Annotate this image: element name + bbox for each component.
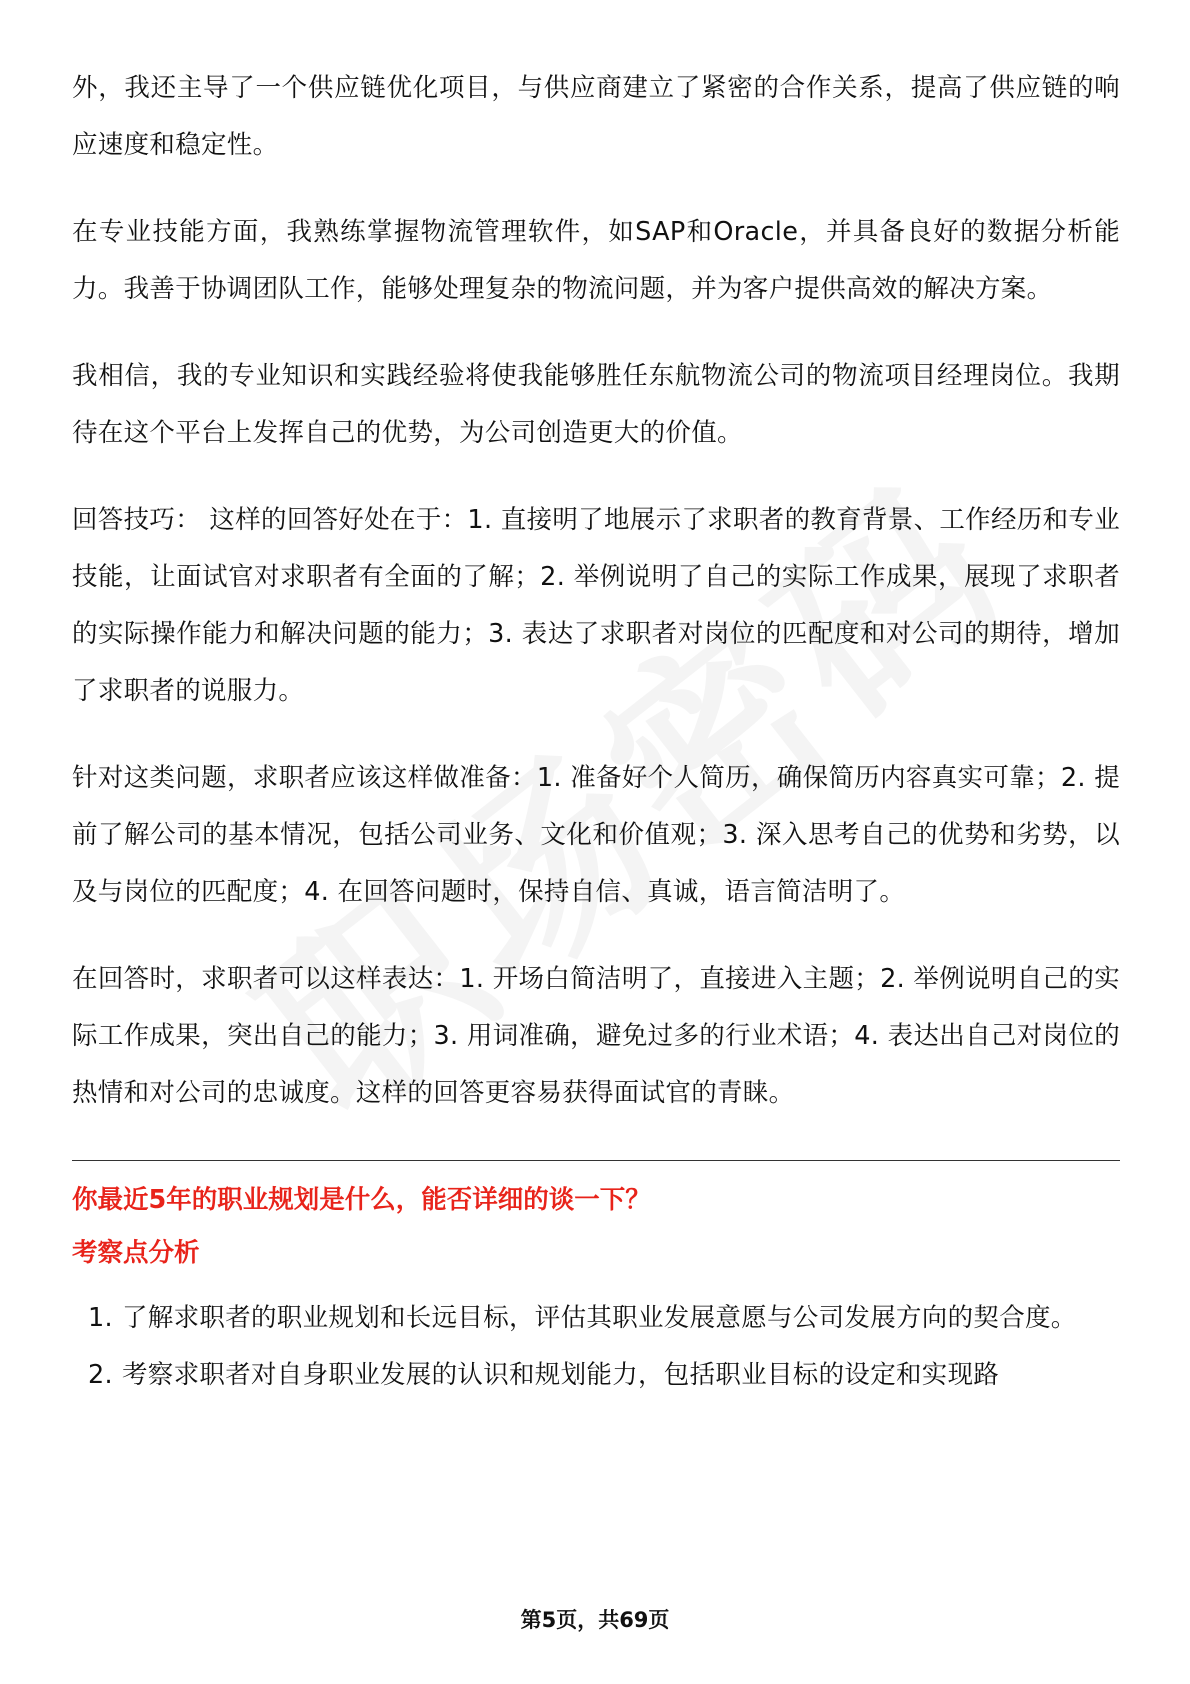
- paragraph-expression: 在回答时，求职者可以这样表达：1. 开场白简洁明了，直接进入主题；2. 举例说明自己的实际工作成果，突出自己的能力；3. 用词准确，避免过多的行业术语；4. 表达出自己对岗位的热情和对公司的忠诚度。这样的回答更容易获得面试官的青睐。: [72, 964, 1120, 1108]
- paragraph-1: 外，我还主导了一个供应链优化项目，与供应商建立了紧密的合作关系，提高了供应链的响应速度和稳定性。: [72, 73, 1120, 160]
- paragraph-answer-tips: 回答技巧： 这样的回答好处在于：1. 直接明了地展示了求职者的教育背景、工作经历和专业技能，让面试官对求职者有全面的了解；2. 举例说明了自己的实际工作成果，展现了求职者的实际操作能力和解决问题的能力；3. 表达了求职者对岗位的匹配度和对公司的期待，增加了求职者的说服力。: [72, 505, 1120, 706]
- section-divider: [72, 1160, 1120, 1161]
- page-content: [72, 60, 1120, 1404]
- page-footer: 第5页，共69页: [520, 1608, 670, 1632]
- list-number: 1.: [88, 1303, 113, 1333]
- list-item-text: 考察求职者对自身职业发展的认识和规划能力，包括职业目标的设定和实现路: [122, 1360, 1000, 1390]
- list-item-text: 了解求职者的职业规划和长远目标，评估其职业发展意愿与公司发展方向的契合度。: [122, 1303, 1077, 1333]
- question-heading: 你最近5年的职业规划是什么，能否详细的谈一下？: [72, 1185, 651, 1215]
- paragraph-3: 我相信，我的专业知识和实践经验将使我能够胜任东航物流公司的物流项目经理岗位。我期待在这个平台上发挥自己的优势，为公司创造更大的价值。: [72, 361, 1120, 448]
- paragraph-preparation: 针对这类问题，求职者应该这样做准备：1. 准备好个人简历，确保简历内容真实可靠；2. 提前了解公司的基本情况，包括公司业务、文化和价值观；3. 深入思考自己的优势和劣势，以及与岗位的匹配度；4. 在回答问题时，保持自信、真诚，语言简洁明了。: [72, 763, 1120, 907]
- analysis-list: [72, 1290, 1120, 1404]
- paragraph-2: 在专业技能方面，我熟练掌握物流管理软件，如SAP和Oracle，并具备良好的数据分析能力。我善于协调团队工作，能够处理复杂的物流问题，并为客户提供高效的解决方案。: [72, 217, 1120, 304]
- analysis-heading: 考察点分析: [72, 1238, 200, 1268]
- list-number: 2.: [88, 1360, 113, 1390]
- list-item: [72, 1290, 1120, 1347]
- list-item: [72, 1347, 1120, 1404]
